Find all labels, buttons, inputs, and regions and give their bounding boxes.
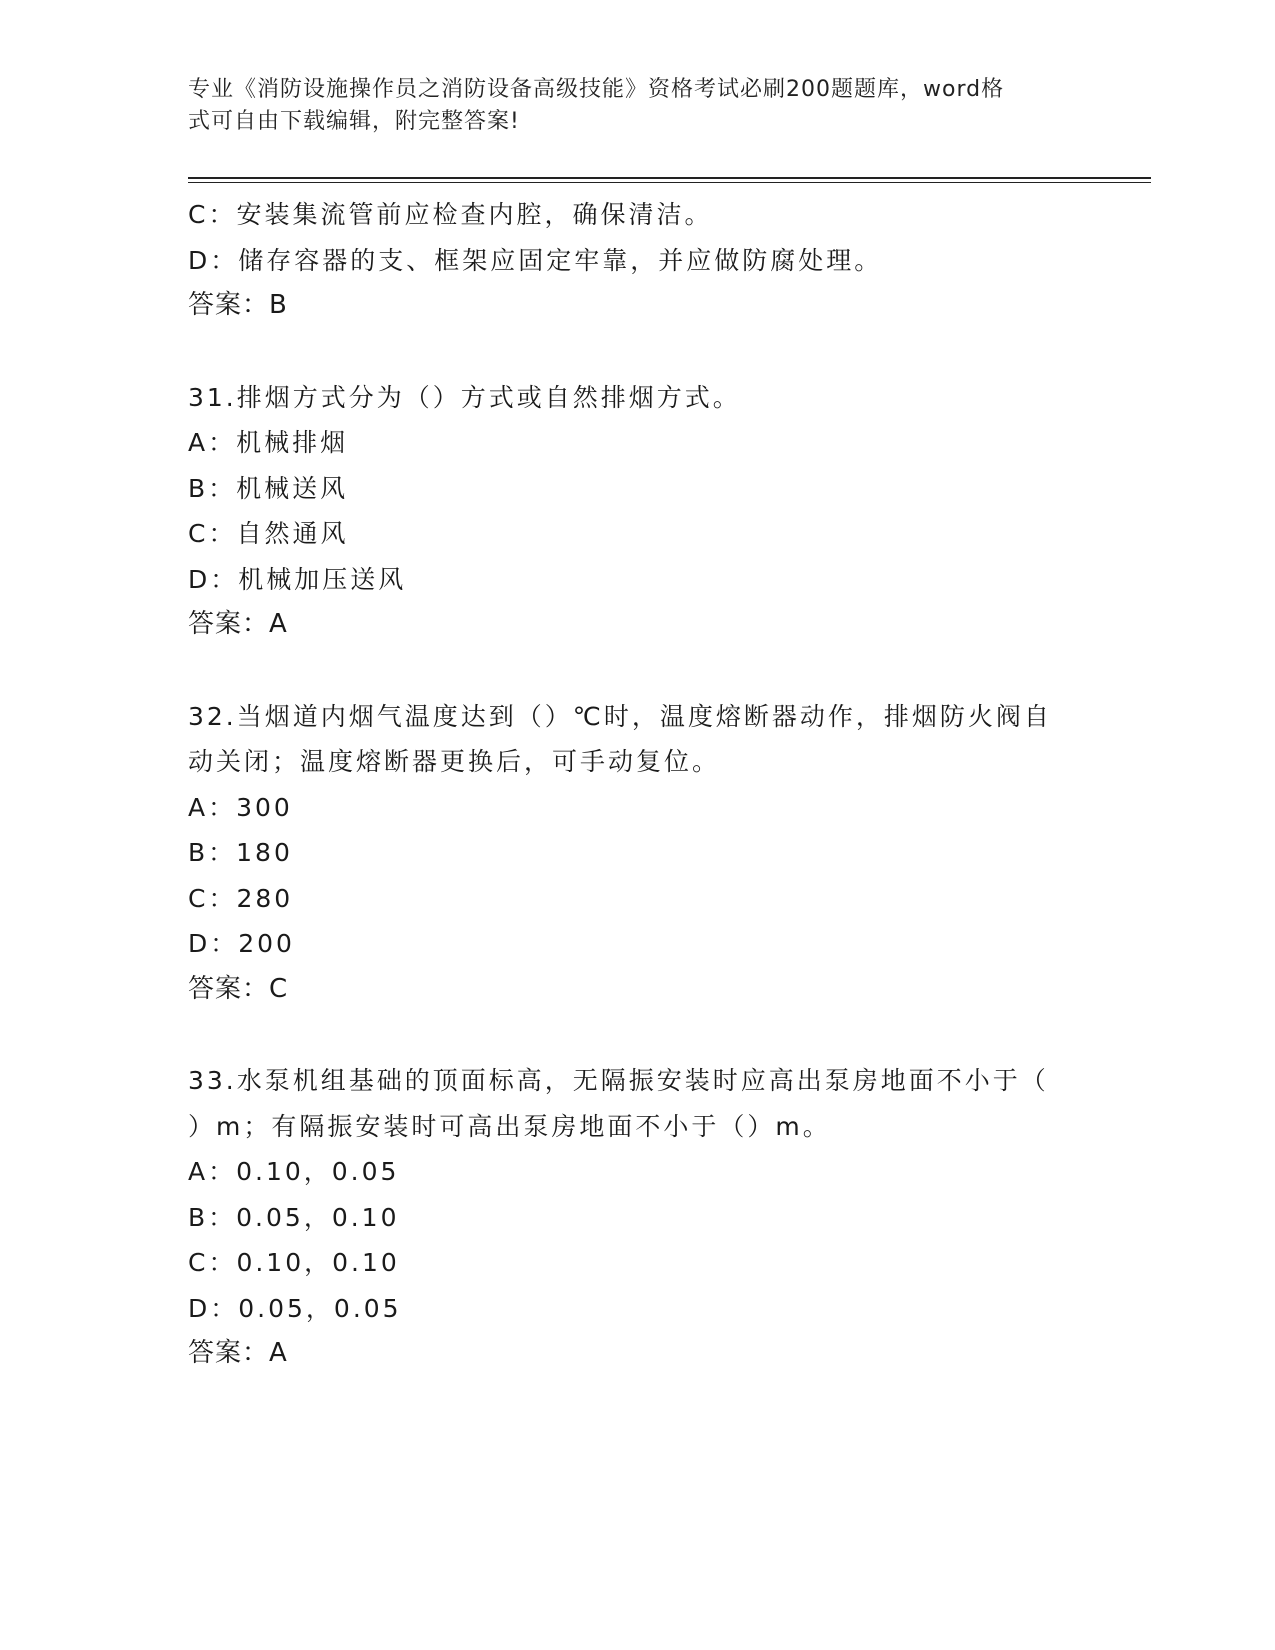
- option-a: A：0.10，0.05: [188, 1157, 400, 1186]
- option-b: B：0.05，0.10: [188, 1202, 400, 1232]
- option-d: D：0.05，0.05: [188, 1293, 402, 1323]
- header-divider-thin: [188, 182, 1151, 183]
- answer-label: 答案：C: [188, 973, 289, 1004]
- question-32: [188, 694, 1088, 1013]
- option-c: C：安装集流管前应检查内腔，确保清洁。: [188, 200, 713, 229]
- option-d: D：200: [188, 929, 295, 958]
- question-stem: 31.排烟方式分为（）方式或自然排烟方式。: [188, 382, 741, 412]
- answer-label: 答案：A: [188, 609, 288, 639]
- option-b: B：机械送风: [188, 473, 349, 503]
- question-30-continued: [188, 192, 1088, 329]
- header-title-line-2: 式可自由下载编辑，附完整答案!: [188, 109, 520, 134]
- option-a: A：300: [188, 792, 293, 822]
- question-stem-line-2: ）m；有隔振安装时可高出泵房地面不小于（）m。: [188, 1111, 831, 1141]
- option-b: B：180: [188, 838, 293, 867]
- question-33: [188, 1058, 1088, 1377]
- option-d: D：储存容器的支、框架应固定牢靠，并应做防腐处理。: [188, 245, 883, 275]
- option-c: C：280: [188, 883, 294, 913]
- option-d: D：机械加压送风: [188, 564, 407, 594]
- question-31: [188, 375, 1088, 648]
- option-a: A：机械排烟: [188, 428, 349, 457]
- question-stem-line-2: 动关闭；温度熔断器更换后，可手动复位。: [188, 747, 721, 776]
- answer-label: 答案：B: [188, 290, 288, 320]
- option-c: C：0.10，0.10: [188, 1248, 400, 1277]
- header-divider-thick: [188, 177, 1151, 179]
- option-c: C：自然通风: [188, 519, 349, 548]
- question-stem-line-1: 33.水泵机组基础的顶面标高，无隔振安装时应高出泵房地面不小于（: [188, 1066, 1049, 1095]
- header-title-line-1: 专业《消防设施操作员之消防设备高级技能》资格考试必刷200题题库，word格: [188, 77, 1005, 102]
- question-list: [188, 192, 1088, 1377]
- document-header: [188, 74, 1068, 138]
- question-stem-line-1: 32.当烟道内烟气温度达到（）℃时，温度熔断器动作，排烟防火阀自: [188, 701, 1052, 731]
- answer-label: 答案：A: [188, 1338, 288, 1368]
